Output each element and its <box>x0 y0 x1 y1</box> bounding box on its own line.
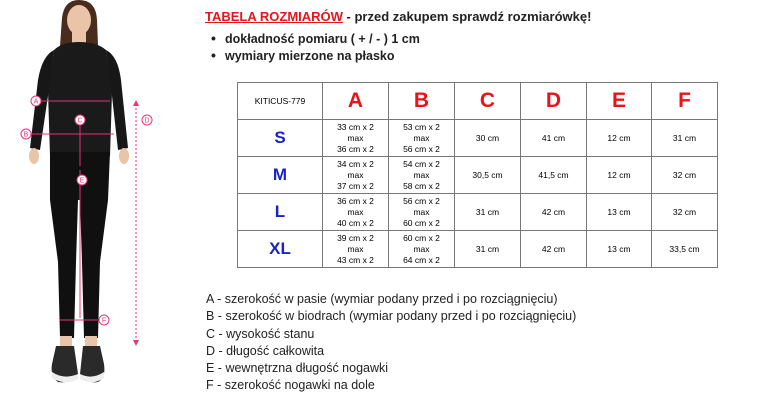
legend-item: F - szerokość nogawki na dole <box>206 378 375 393</box>
svg-text:F: F <box>101 317 107 325</box>
svg-text:A: A <box>33 98 39 106</box>
size-label: L <box>238 194 323 231</box>
inseam-cell: 12 cm <box>587 120 652 157</box>
inseam-cell: 13 cm <box>587 231 652 268</box>
rise-cell: 30,5 cm <box>455 157 521 194</box>
legend-item: E - wewnętrzna długość nogawki <box>206 361 389 376</box>
leg-width-cell: 32 cm <box>652 194 718 231</box>
title-rest: - przed zakupem sprawdź rozmiarówkę! <box>342 9 592 24</box>
column-header: C <box>455 83 521 120</box>
table-row <box>238 194 718 231</box>
title-highlight: TABELA ROZMIARÓW <box>205 9 343 24</box>
length-cell: 42 cm <box>521 231 587 268</box>
inseam-cell: 12 cm <box>587 157 652 194</box>
waist-cell: 39 cm x 2 max 43 cm x 2 <box>323 231 389 268</box>
svg-text:B: B <box>23 131 29 139</box>
page-title <box>205 9 591 24</box>
length-cell: 41,5 cm <box>521 157 587 194</box>
rise-cell: 30 cm <box>455 120 521 157</box>
waist-cell: 33 cm x 2 max 36 cm x 2 <box>323 120 389 157</box>
column-header: A <box>323 83 389 120</box>
legend-item: D - długość całkowita <box>206 343 325 358</box>
model-code: KITICUS-779 <box>238 83 323 120</box>
table-row <box>238 231 718 268</box>
note-item: • dokładność pomiaru ( + / - ) 1 cm <box>211 30 420 47</box>
legend-item: B - szerokość w biodrach (wymiar podany przed i po rozciągnięciu) <box>206 309 577 324</box>
svg-text:D: D <box>144 117 150 125</box>
note-item: • wymiary mierzone na płasko <box>211 47 420 64</box>
svg-text:E: E <box>79 177 85 185</box>
legend-item: C - wysokość stanu <box>206 326 315 341</box>
column-header: B <box>389 83 455 120</box>
size-label: XL <box>238 231 323 268</box>
rise-cell: 31 cm <box>455 231 521 268</box>
notes-list <box>211 30 420 64</box>
leg-width-cell: 32 cm <box>652 157 718 194</box>
hips-cell: 53 cm x 2 max 56 cm x 2 <box>389 120 455 157</box>
waist-cell: 34 cm x 2 max 37 cm x 2 <box>323 157 389 194</box>
table-row <box>238 120 718 157</box>
hips-cell: 60 cm x 2 max 64 cm x 2 <box>389 231 455 268</box>
column-header: D <box>521 83 587 120</box>
size-label: M <box>238 157 323 194</box>
rise-cell: 31 cm <box>455 194 521 231</box>
leg-width-cell: 33,5 cm <box>652 231 718 268</box>
inseam-cell: 13 cm <box>587 194 652 231</box>
hips-cell: 54 cm x 2 max 58 cm x 2 <box>389 157 455 194</box>
size-table <box>237 82 718 268</box>
leg-width-cell: 31 cm <box>652 120 718 157</box>
measurement-legend <box>206 291 576 395</box>
length-cell: 41 cm <box>521 120 587 157</box>
svg-text:C: C <box>77 117 83 125</box>
model-figure <box>0 0 200 413</box>
table-row <box>238 157 718 194</box>
hips-cell: 56 cm x 2 max 60 cm x 2 <box>389 194 455 231</box>
column-header: E <box>587 83 652 120</box>
column-header: F <box>652 83 718 120</box>
table-header-row <box>238 83 718 120</box>
waist-cell: 36 cm x 2 max 40 cm x 2 <box>323 194 389 231</box>
length-cell: 42 cm <box>521 194 587 231</box>
size-label: S <box>238 120 323 157</box>
face <box>67 5 91 35</box>
legend-item: A - szerokość w pasie (wymiar podany przed i po rozciągnięciu) <box>206 292 558 306</box>
